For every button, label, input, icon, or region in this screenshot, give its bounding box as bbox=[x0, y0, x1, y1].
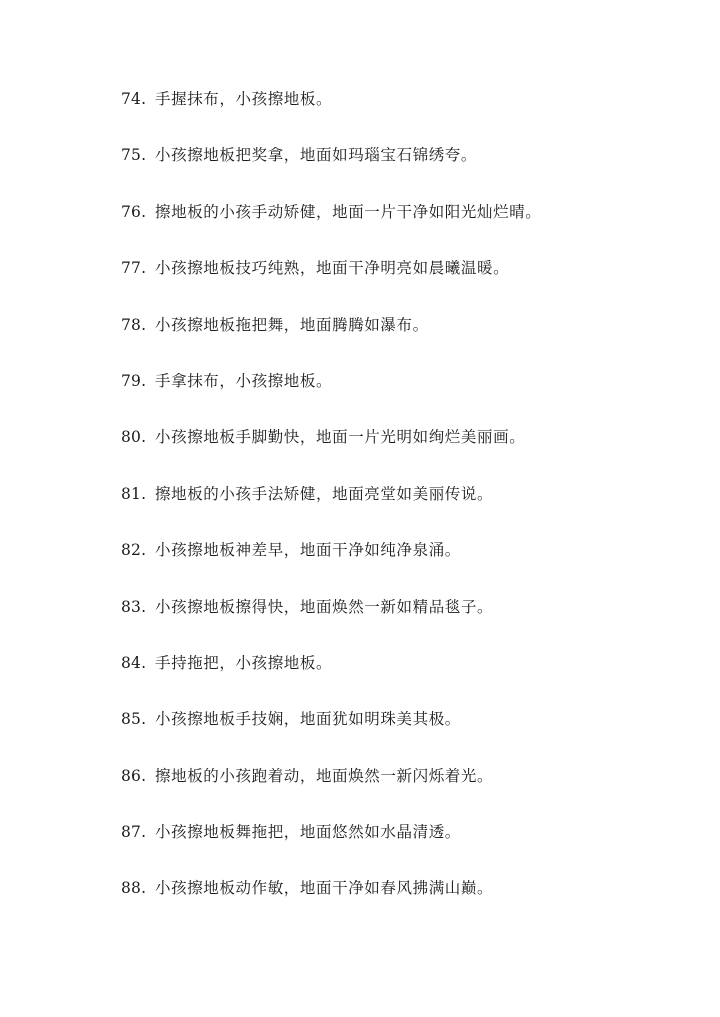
item-number: 83. bbox=[121, 597, 147, 616]
item-number: 86. bbox=[121, 766, 147, 785]
item-text: 小孩擦地板擦得快，地面焕然一新如精品毯子。 bbox=[155, 597, 494, 616]
item-text: 手持拖把，小孩擦地板。 bbox=[155, 653, 333, 672]
list-item bbox=[121, 199, 681, 255]
item-text: 小孩擦地板神差早，地面干净如纯净泉涌。 bbox=[155, 541, 461, 560]
item-text: 手拿抹布，小孩擦地板。 bbox=[155, 371, 333, 390]
sentence-list bbox=[121, 86, 681, 932]
item-number: 84. bbox=[121, 653, 147, 672]
item-number: 79. bbox=[121, 371, 147, 390]
item-text: 小孩擦地板舞拖把，地面悠然如水晶清透。 bbox=[155, 823, 461, 842]
item-number: 87. bbox=[121, 823, 147, 842]
list-item bbox=[121, 142, 681, 198]
item-text: 小孩擦地板拖把舞，地面腾腾如瀑布。 bbox=[155, 315, 429, 334]
item-number: 80. bbox=[121, 428, 147, 447]
item-number: 77. bbox=[121, 259, 147, 278]
item-number: 85. bbox=[121, 710, 147, 729]
item-text: 擦地板的小孩手动矫健，地面一片干净如阳光灿烂晴。 bbox=[155, 202, 542, 221]
item-number: 78. bbox=[121, 315, 147, 334]
list-item bbox=[121, 763, 681, 819]
item-text: 擦地板的小孩跑着动，地面焕然一新闪烁着光。 bbox=[155, 766, 494, 785]
item-number: 82. bbox=[121, 541, 147, 560]
item-text: 擦地板的小孩手法矫健，地面亮堂如美丽传说。 bbox=[155, 484, 494, 503]
list-item bbox=[121, 86, 681, 142]
item-number: 76. bbox=[121, 202, 147, 221]
item-number: 74. bbox=[121, 90, 147, 108]
list-item bbox=[121, 650, 681, 706]
list-item bbox=[121, 594, 681, 650]
item-text: 小孩擦地板手技娴，地面犹如明珠美其极。 bbox=[155, 710, 461, 729]
list-item bbox=[121, 706, 681, 762]
list-item bbox=[121, 875, 681, 931]
item-text: 小孩擦地板把奖拿，地面如玛瑙宝石锦绣夸。 bbox=[155, 146, 478, 165]
item-text: 手握抹布，小孩擦地板。 bbox=[155, 90, 333, 108]
list-item bbox=[121, 819, 681, 875]
item-text: 小孩擦地板动作敏，地面干净如春风拂满山巅。 bbox=[155, 879, 494, 898]
list-item bbox=[121, 424, 681, 480]
item-text: 小孩擦地板技巧纯熟，地面干净明亮如晨曦温暖。 bbox=[155, 259, 510, 278]
item-number: 88. bbox=[121, 879, 147, 898]
list-item bbox=[121, 368, 681, 424]
item-text: 小孩擦地板手脚勤快，地面一片光明如绚烂美丽画。 bbox=[155, 428, 526, 447]
list-item bbox=[121, 255, 681, 311]
list-item bbox=[121, 481, 681, 537]
item-number: 75. bbox=[121, 146, 147, 165]
item-number: 81. bbox=[121, 484, 147, 503]
list-item bbox=[121, 312, 681, 368]
list-item bbox=[121, 537, 681, 593]
